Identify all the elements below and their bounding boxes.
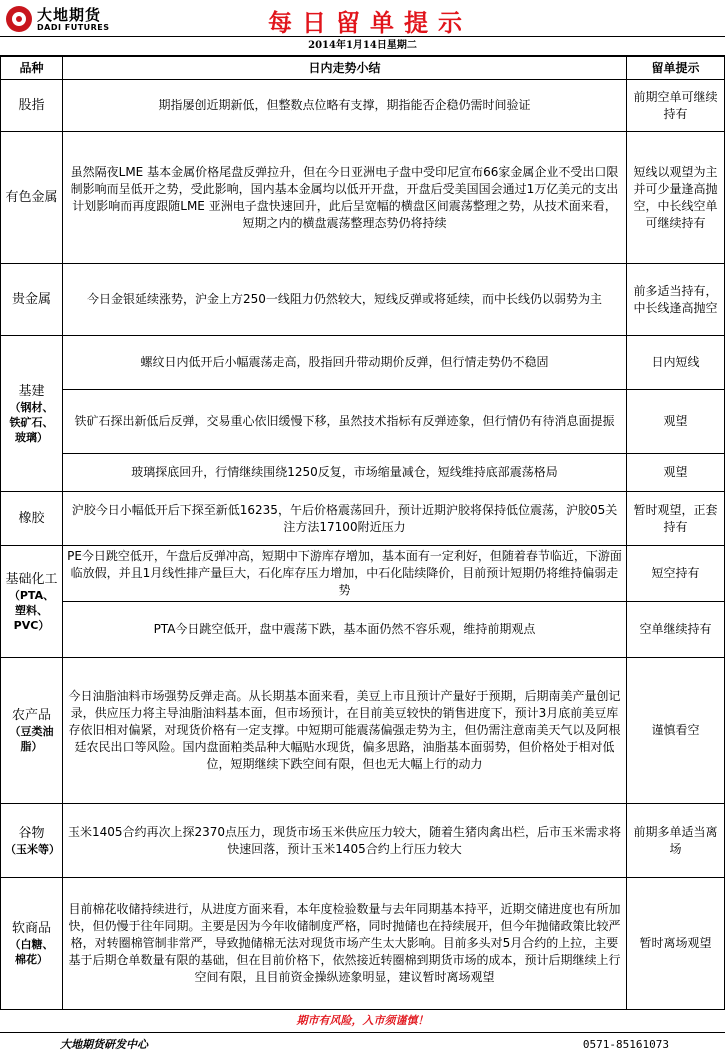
category-name: 贵金属	[11, 292, 51, 307]
summary-cell: 玉米1405合约再次上探2370点压力，现货市场玉米供应压力较大，随着生猪肉禽出栏，后市玉米需求将快速回落，预计玉米1405合约上行压力较大	[63, 804, 627, 878]
advice-cell: 前期多单适当离场	[627, 804, 725, 878]
table-row	[1, 454, 725, 492]
category-name: 软商品	[11, 921, 51, 936]
category-cell	[1, 546, 63, 658]
advice-cell: 暂时观望，正套持有	[627, 492, 725, 546]
summary-cell: 螺纹日内低开后小幅震荡走高，股指回升带动期价反弹，但行情走势仍不稳固	[63, 336, 627, 390]
summary-cell: 今日油脂油料市场强势反弹走高。从长期基本面来看，美豆上市且预计产量好于预期，后期南美产量创记录，供应压力将主导油脂油料基本面，但市场预计，在目前美豆较快的销售进度下，预计3月底前美豆库存依旧相对偏紧，对现货价格有一定支撑。中短期可能震荡偏强走势为主，但仍需注意南美天气以及阿根廷农民出口等风险。国内盘面粕类品种大幅贴水现货，偏多思路，油脂基本面弱势，但价格处于相对低位，短期继续下跌空间有限，但也无大幅上行的动力	[63, 658, 627, 804]
advice-cell: 短空持有	[627, 546, 725, 602]
summary-cell: 虽然隔夜LME 基本金属价格尾盘反弹拉升，但在今日亚洲电子盘中受印尼宣布66家金属企业不受出口限制影响而呈低开之势，受此影响，国内基本金属均以低开开盘，开盘后受美国国会通过1万亿美元的支出计划影响而再度跟随LME 亚洲电子盘快速回升，此后呈宽幅的横盘区间震荡整理之势，从技术面来看，短期之内的横盘震荡整理态势仍将持续	[63, 132, 627, 264]
category-name: 橡胶	[18, 511, 45, 526]
summary-cell: 玻璃探底回升，行情继续围绕1250反复，市场缩量减仓，短线维持底部震荡格局	[63, 454, 627, 492]
advice-cell: 谨慎看空	[627, 658, 725, 804]
column-header-summary: 日内走势小结	[63, 57, 627, 80]
category-name: 有色金属	[5, 190, 58, 205]
table-header-row	[1, 57, 725, 80]
header	[0, 0, 725, 37]
category-cell	[1, 80, 63, 132]
summary-cell: PE今日跳空低开，午盘后反弹冲高，短期中下游库存增加，基本面有一定利好，但随着春节临近，下游面临放假，并且1月线性排产量巨大，石化库存压力增加，中石化陆续降价，目前预计短期仍将维持偏弱走势	[63, 546, 627, 602]
table-row	[1, 336, 725, 390]
table-row	[1, 492, 725, 546]
advice-cell: 前多适当持有，中长线逢高抛空	[627, 264, 725, 336]
risk-warning: 期市有风险，入市须谨慎！	[0, 1010, 725, 1033]
summary-cell: 铁矿石探出新低后反弹，交易重心依旧缓慢下移，虽然技术指标有反弹迹象，但行情仍有待消息面提振	[63, 390, 627, 454]
logo-emblem-icon	[6, 6, 32, 32]
category-cell	[1, 336, 63, 492]
category-subtitle: （豆类油脂）	[9, 725, 54, 753]
table-row	[1, 804, 725, 878]
table-row	[1, 80, 725, 132]
category-subtitle: （白糖、棉花）	[9, 938, 54, 966]
advice-cell: 日内短线	[627, 336, 725, 390]
advice-table	[0, 56, 725, 1010]
category-name: 基建	[18, 383, 45, 399]
table-row	[1, 658, 725, 804]
category-cell	[1, 878, 63, 1010]
category-cell	[1, 658, 63, 804]
summary-cell: 期指屡创近期新低，但整数点位略有支撑，期指能否企稳仍需时间验证	[63, 80, 627, 132]
advice-cell: 前期空单可继续持有	[627, 80, 725, 132]
table-row	[1, 602, 725, 658]
table-row	[1, 390, 725, 454]
category-name: 农产品	[11, 708, 51, 723]
table-row	[1, 546, 725, 602]
category-subtitle: （玉米等）	[5, 842, 60, 856]
contact-phone: 0571-85161073	[582, 1038, 669, 1051]
advice-cell: 观望	[627, 390, 725, 454]
column-header-variety: 品种	[1, 57, 63, 80]
logo-text-en: DADI FUTURES	[37, 23, 110, 32]
column-header-advice: 留单提示	[627, 57, 725, 80]
category-cell	[1, 804, 63, 878]
category-subtitle: （钢材、铁矿石、玻璃）	[9, 400, 54, 444]
table-row	[1, 878, 725, 1010]
table-row	[1, 264, 725, 336]
category-name: 股指	[18, 98, 45, 113]
table-row	[1, 132, 725, 264]
company-logo	[6, 4, 124, 34]
page-title: 每日留单提示	[268, 8, 472, 37]
category-cell	[1, 132, 63, 264]
summary-cell: 沪胶今日小幅低开后下探至新低16235，午后价格震荡回升，预计近期沪胶将保持低位震荡，沪胶05关注方法17100附近压力	[63, 492, 627, 546]
summary-cell: PTA今日跳空低开，盘中震荡下跌，基本面仍然不容乐观，维持前期观点	[63, 602, 627, 658]
summary-cell: 目前棉花收储持续进行，从进度方面来看，本年度检验数量与去年同期基本持平，近期交储进度也有所加快，但仍慢于往年同期。主要是因为今年收储制度严格，同时抛储也在持续展开，但今年抛储政策比较严格，对转圈棉管制非常严，导致抛储棉无法对现货市场产生太大影响。目前多头对5月合约的上拉，主要基于后期仓单数量有限的基础，但在目前价格下，依然接近转圈棉到期货市场的成本，预计后期继续上行空间有限，且目前资金操纵迹象明显，建议暂时离场观望	[63, 878, 627, 1010]
advice-cell: 暂时离场观望	[627, 878, 725, 1010]
footer	[0, 1033, 725, 1057]
summary-cell: 今日金银延续涨势，沪金上方250一线阻力仍然较大，短线反弹或将延续，而中长线仍以弱势为主	[63, 264, 627, 336]
logo-text-cn: 大地期货	[37, 6, 102, 24]
research-center-name: 大地期货研发中心	[60, 1038, 148, 1051]
advice-cell: 空单继续持有	[627, 602, 725, 658]
advice-cell: 观望	[627, 454, 725, 492]
category-cell	[1, 264, 63, 336]
report-date: 2014年1月14日星期二	[0, 37, 725, 56]
category-subtitle: （PTA、塑料、PVC）	[8, 588, 55, 632]
advice-cell: 短线以观望为主并可少量逢高抛空，中长线空单可继续持有	[627, 132, 725, 264]
category-name: 基础化工	[5, 571, 58, 587]
category-cell	[1, 492, 63, 546]
category-name: 谷物	[18, 825, 45, 841]
